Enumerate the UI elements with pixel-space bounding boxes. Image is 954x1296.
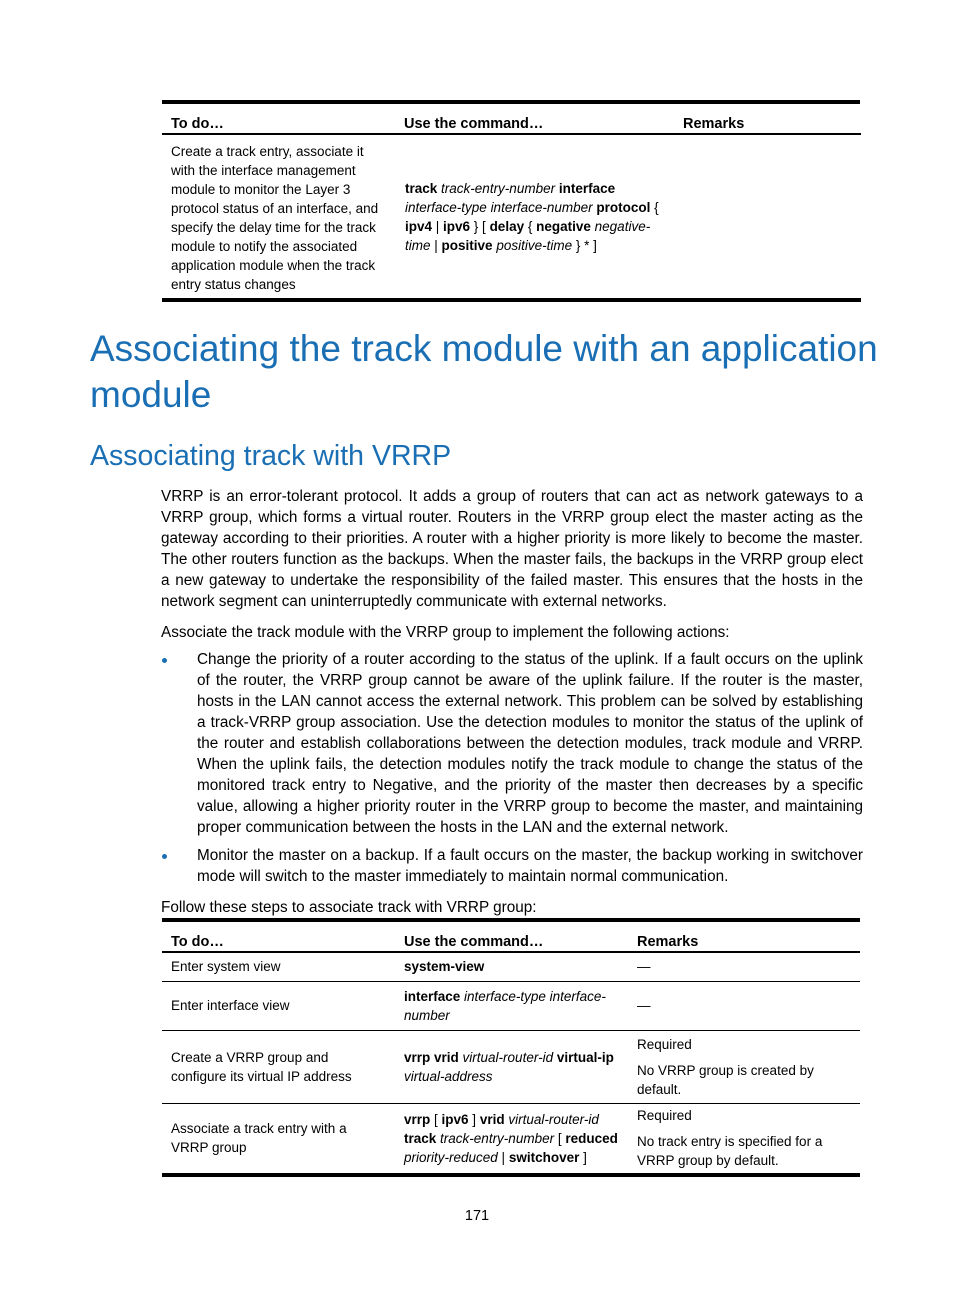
- command-cell: interface interface-type interface-number: [395, 981, 628, 1030]
- col-header-remarks: Remarks: [674, 102, 860, 134]
- remarks-cell: —: [628, 981, 860, 1030]
- col-header-todo: To do…: [162, 102, 395, 134]
- remarks-cell: Required No track entry is specified for a VRRP group by default.: [637, 1108, 823, 1169]
- remarks-cell: [674, 134, 860, 300]
- remarks-cell: —: [628, 952, 860, 981]
- command-cell: system-view: [395, 952, 628, 981]
- subsection-heading: Associating track with VRRP: [90, 440, 452, 472]
- bullet-icon: [162, 854, 167, 859]
- steps-lead: Follow these steps to associate track with VRRP group:: [161, 899, 537, 916]
- col-header-command: Use the command…: [395, 102, 674, 134]
- bullet-icon: [162, 658, 167, 663]
- page-number: 171: [464, 1208, 490, 1224]
- table-row: [162, 1030, 860, 1103]
- command-cell: vrrp vrid virtual-router-id virtual-ip virtual-address: [395, 1030, 628, 1103]
- list-item: Change the priority of a router according to the status of the uplink. If a fault occurs on the uplink of the router, the VRRP group cannot be aware of the uplink failure. If the router is the master, hosts in the LAN cannot access the external network. This problem can be solved by establishing a track-VRRP group association. Use the detection modules to monitor the status of the uplink of the router and establish collaborations between the detection modules, track module and VRRP. When the uplink fails, the detection modules notify the track module to change the status of the monitored track entry to Negative, and the priority of the master then decreases by a specific value, allowing a higher priority router in the VRRP group to become the master, and maintaining proper communication between the hosts in the LAN and the external network.: [197, 651, 863, 836]
- table-row: [162, 1103, 860, 1175]
- vrrp-steps-table: [162, 918, 860, 1177]
- todo-cell: Enter interface view: [162, 981, 395, 1030]
- table-row: [162, 952, 860, 981]
- todo-cell: Create a VRRP group and configure its virtual IP address: [162, 1030, 395, 1103]
- table-row: [162, 981, 860, 1030]
- remarks-cell: Required No VRRP group is created by default.: [628, 1030, 860, 1103]
- col-header-remarks: Remarks: [628, 920, 860, 952]
- todo-cell: Enter system view: [162, 952, 395, 981]
- todo-cell: Create a track entry, associate it with the interface management module to monitor the Layer 3 protocol status of an interface, and specify the delay time for the track module to notify the associated application module when the track entry status changes: [162, 134, 395, 300]
- todo-cell: Associate a track entry with a VRRP group: [171, 1121, 347, 1156]
- col-header-command: Use the command…: [395, 920, 628, 952]
- track-protocol-table: [162, 100, 861, 302]
- lead-paragraph: Associate the track module with the VRRP group to implement the following actions:: [161, 624, 730, 641]
- command-cell: track track-entry-number interface interface-type interface-number protocol { ipv4 | ipv6 } [ delay { negative negative-time | positive positive-time } * ]: [395, 134, 674, 300]
- table-row: [162, 134, 860, 300]
- col-header-todo: To do…: [162, 920, 395, 952]
- command-cell: vrrp [ ipv6 ] vrid virtual-router-id track track-entry-number [ reduced priority-reduced | switchover ]: [404, 1111, 618, 1165]
- column-gap: [393, 292, 395, 298]
- intro-paragraph: VRRP is an error-tolerant protocol. It adds a group of routers that can act as network gateways to a VRRP group, which forms a virtual router. Routers in the VRRP group elect the master acting as the gateway according to their priorities. A router with a higher priority is more likely to become the master. The other routers function as the backups. When the master fails, the backups in the VRRP group elect a new gateway to undertake the responsibility of the failed master. This ensures that the hosts in the network segment can uninterruptedly communicate with external networks.: [161, 488, 863, 610]
- column-gap: [673, 292, 675, 298]
- section-heading: Associating the track module with an application module: [90, 328, 878, 415]
- list-item: Monitor the master on a backup. If a fault occurs on the master, the backup working in switchover mode will switch to the master immediately to maintain normal communication.: [197, 847, 863, 885]
